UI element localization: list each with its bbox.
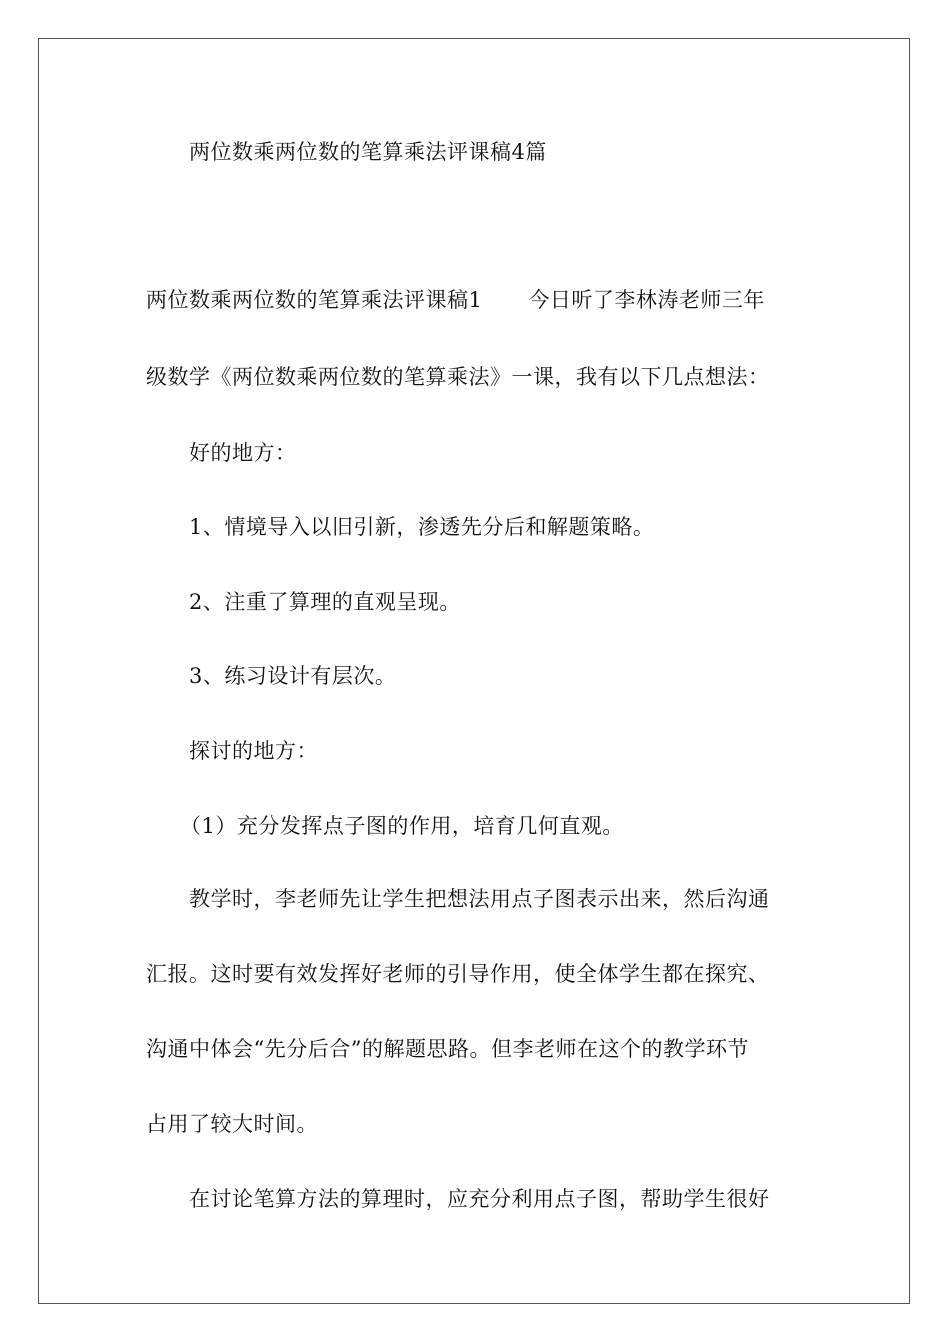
paragraph-1-line-2: 汇报。这时要有效发挥好老师的引导作用，使全体学生都在探究、 [146,962,770,986]
paragraph-2-line-1: 在讨论笔算方法的算理时，应充分利用点子图，帮助学生很好 [189,1187,770,1211]
paragraph-1-line-4: 占用了较大时间。 [146,1112,318,1136]
good-point-1: 1、情境导入以旧引新，渗透先分后和解题策略。 [189,515,655,539]
intro-text-part1: 今日听了李林涛老师三年 [528,288,765,312]
paragraph-1-line-3: 沟通中体会“先分后合”的解题思路。但李老师在这个的教学环节 [146,1037,749,1061]
intro-line-1 [146,285,765,315]
document-title: 两位数乘两位数的笔算乘法评课稿4篇 [189,140,547,164]
good-heading: 好的地方： [189,441,297,465]
section-heading: 两位数乘两位数的笔算乘法评课稿1 [146,288,483,312]
intro-line-2: 级数学《两位数乘两位数的笔算乘法》一课，我有以下几点想法： [146,365,770,389]
discuss-point-1: （1）充分发挥点子图的作用，培育几何直观。 [180,814,624,838]
discuss-heading: 探讨的地方： [189,739,318,763]
good-point-3: 3、练习设计有层次。 [189,664,397,688]
good-point-2: 2、注重了算理的直观呈现。 [189,590,461,614]
paragraph-1-line-1: 教学时，李老师先让学生把想法用点子图表示出来，然后沟通 [189,887,770,911]
